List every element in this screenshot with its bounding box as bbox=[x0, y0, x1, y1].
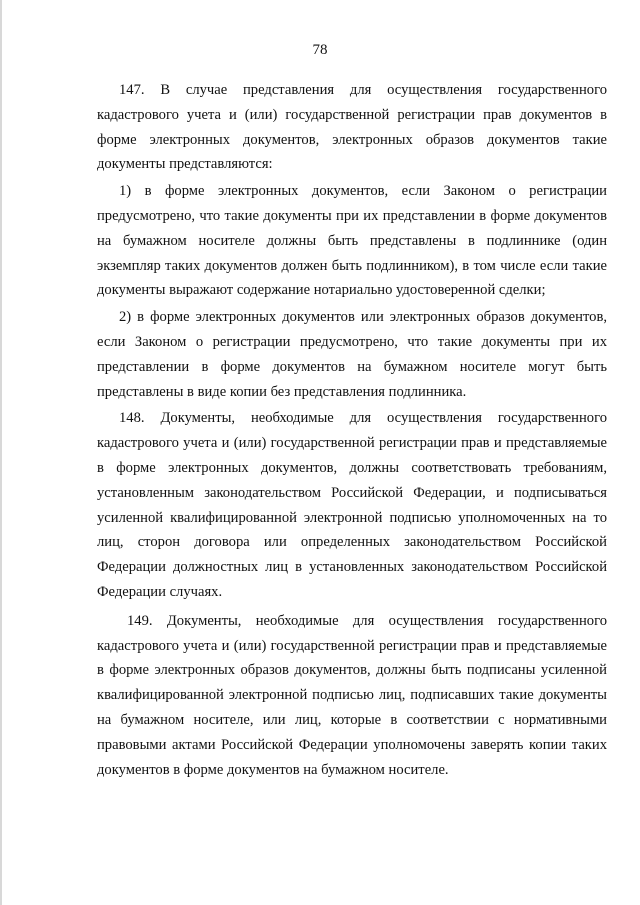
page-number: 78 bbox=[312, 42, 328, 58]
paragraph-147-item-2: 2) в форме электронных документов или электронных образов документов, если Законом о регистрации предусмотрено, что такие документы при их представлении в форме документов на бумажном носителе могут быть представлены в виде копии без представления подлинника. bbox=[97, 309, 607, 400]
paragraph-147-item-1: 1) в форме электронных документов, если Законом о регистрации предусмотрено, что такие документы при их представлении в форме документов на бумажном носителе должны быть представлены в подлиннике (один экземпляр таких документов должен быть подлинником), в том числе если такие документы выражают содержание нотариально удостоверенной сделки; bbox=[97, 183, 607, 299]
paragraph-149: 149. Документы, необходимые для осуществления государственного кадастрового учета и (или) государственной регистрации прав и представляемые в форме электронных образов документов, должны быть подписаны усиленной квалифицированной электронной подписью лиц, подписавших такие документы на бумажном носителе, или лиц, которые в соответствии с нормативными правовыми актами Российской Федерации уполномочены заверять копии таких документов в форме документов на бумажном носителе. bbox=[97, 612, 607, 778]
paragraph-147: 147. В случае представления для осуществления государственного кадастрового учета и (или) государственной регистрации прав документов в форме электронных документов, электронных образов документов такие документы представляются: bbox=[97, 82, 607, 173]
scan-edge bbox=[0, 0, 2, 905]
paragraph-148: 148. Документы, необходимые для осуществления государственного кадастрового учета и (или) государственной регистрации прав и представляемые в форме электронных документов, должны соответствовать требованиям, установленным законодательством Российской Федерации, и подписываться усиленной квалифицированной электронной подписью уполномоченных на то лиц, сторон договора или определенных законодательством Российской Федерации должностных лиц в установленных законодательством Российской Федерации случаях. bbox=[97, 410, 607, 600]
document-body bbox=[97, 78, 607, 784]
